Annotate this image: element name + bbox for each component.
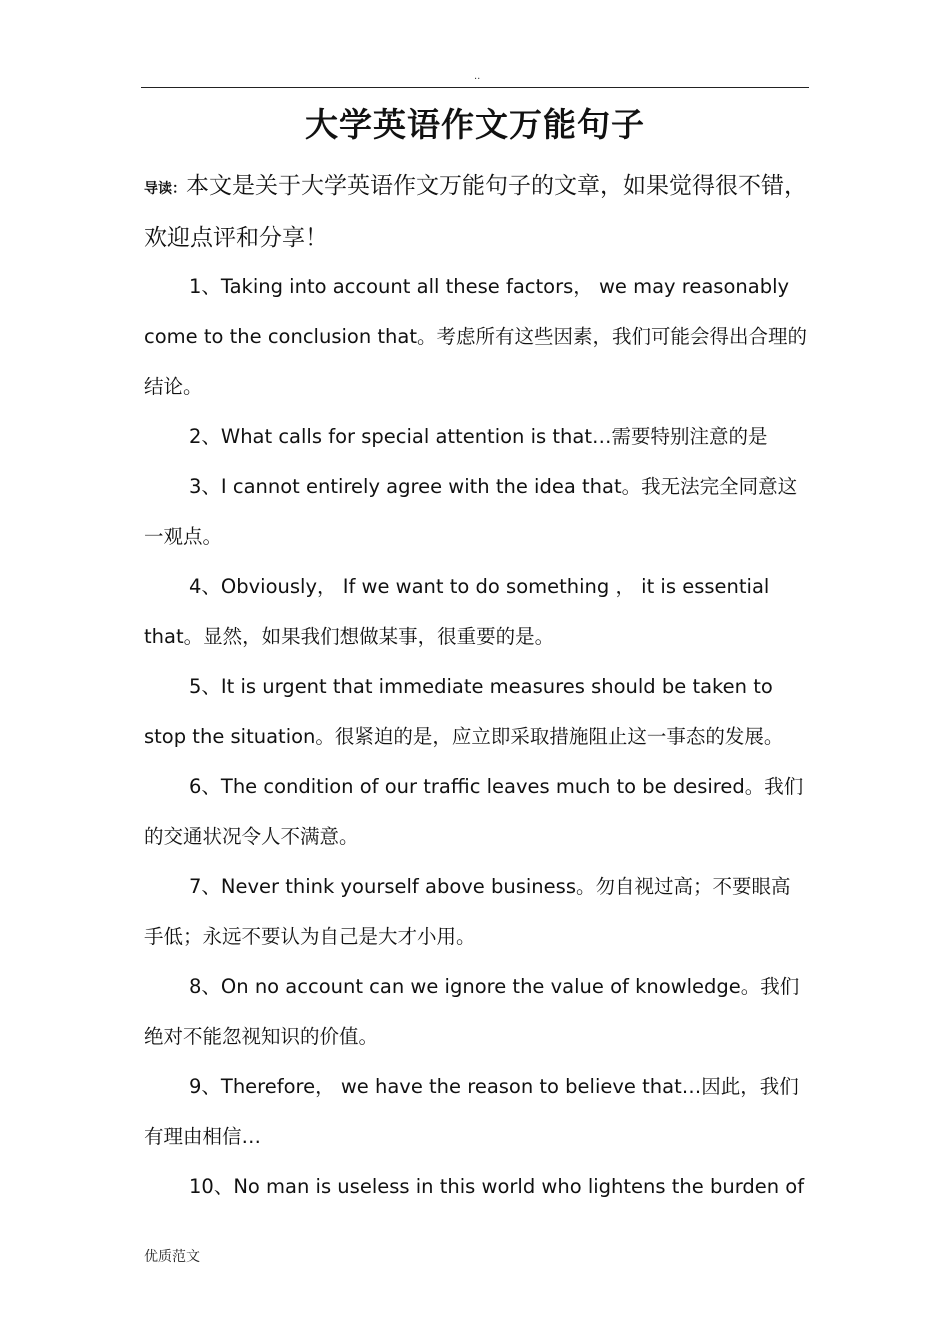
intro-label: 导读： [144,181,186,197]
footer-text: 优质范文 [144,1249,200,1265]
sentence-list [144,262,808,1212]
intro-paragraph [144,162,812,263]
sentence-item-6: 6、The condition of our traffic leaves much to be desired。我们的交通状况令人不满意。 [144,775,804,848]
sentence-item-8: 8、On no account can we ignore the value of knowledge。我们绝对不能忽视知识的价值。 [144,975,800,1048]
sentence-item-10: 10、No man is useless in this world who lightens the burden of [189,1175,805,1198]
sentence-item-3: 3、I cannot entirely agree with the idea that。我无法完全同意这一观点。 [144,475,798,548]
header-rule [141,87,809,88]
sentence-item-2: 2、What calls for special attention is that…需要特别注意的是 [189,425,768,448]
intro-text: 本文是关于大学英语作文万能句子的文章，如果觉得很不错，欢迎点评和分享！ [144,173,807,251]
sentence-item-4: 4、Obviously， If we want to do something ， it is essential that。显然，如果我们想做某事，很重要的是。 [144,575,770,648]
sentence-item-9: 9、Therefore， we have the reason to believe that…因此，我们有理由相信… [144,1075,799,1148]
sentence-item-7: 7、Never think yourself above business。勿自视过高；不要眼高手低；永远不要认为自己是大才小用。 [144,875,791,948]
header-mark: .. [474,71,481,82]
sentence-item-1: 1、Taking into account all these factors， we may reasonably come to the conclusion that。考虑所有这些因素，我们可能会得出合理的结论。 [144,275,807,398]
document-title: 大学英语作文万能句子 [305,105,645,144]
sentence-item-5: 5、It is urgent that immediate measures should be taken to stop the situation。很紧迫的是，应立即采取措施阻止这一事态的发展。 [144,675,784,748]
